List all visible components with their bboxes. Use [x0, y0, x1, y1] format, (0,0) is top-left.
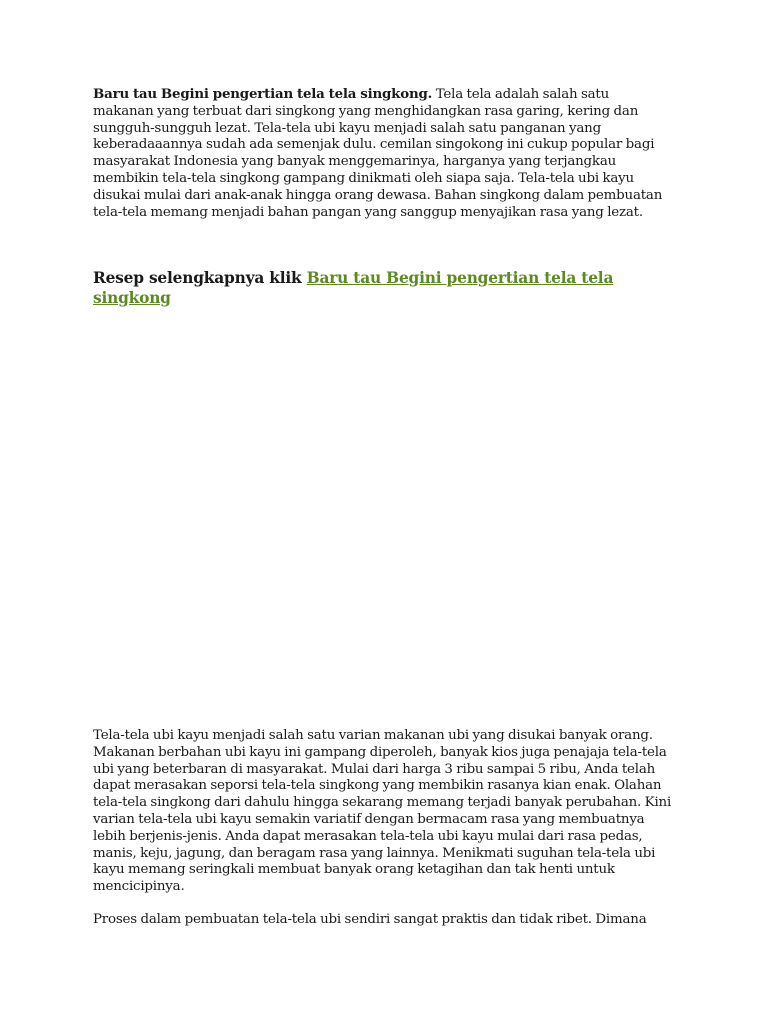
intro-paragraph: [93, 86, 673, 221]
recipe-link[interactable]: Baru tau Begini pengertian tela tela singkong: [93, 269, 614, 307]
recipe-link-line: [93, 269, 673, 308]
intro-body-text: Tela tela adalah salah satu makanan yang terbuat dari singkong yang menghidangkan rasa garing, kering dan sungguh-sungguh lezat. Tela-tela ubi kayu menjadi salah satu panganan yang keberadaaannya sudah ada semenjak dulu. cemilan singokong ini cukup popular bagi masyarakat Indonesia yang banyak menggemarinya, harganya yang terjangkau membikin tela-tela singkong gampang dinikmati oleh siapa saja. Tela-tela ubi kayu disukai mulai dari anak-anak hingga orang dewasa. Bahan singkong dalam pembuatan tela-tela memang menjadi bahan pangan yang sanggup menyajikan rasa yang lezat.: [93, 87, 663, 220]
body-paragraph-2: Tela-tela ubi kayu menjadi salah satu varian makanan ubi yang disukai banyak orang. Makanan berbahan ubi kayu ini gampang diperoleh, banyak kios juga penajaja tela-tela ubi yang beterbaran di masyarakat. Mulai dari harga 3 ribu sampai 5 ribu, Anda telah dapat merasakan seporsi tela-tela singkong yang membikin rasanya kian enak. Olahan tela-tela singkong dari dahulu hingga sekarang memang terjadi banyak perubahan. Kini varian tela-tela ubi kayu semakin variatif dengan bermacam rasa yang membuatnya lebih berjenis-jenis. Anda dapat merasakan tela-tela ubi kayu mulai dari rasa pedas, manis, keju, jagung, dan beragam rasa yang lainnya. Menikmati suguhan tela-tela ubi kayu memang seringkali membuat banyak orang ketagihan dan tak henti untuk mencicipinya.: [93, 728, 672, 895]
blank-image-area: [93, 320, 673, 710]
recipe-link-prefix: Resep selengkapnya klik: [93, 269, 302, 287]
body-paragraph-3: Proses dalam pembuatan tela-tela ubi sendiri sangat praktis dan tidak ribet. Dimana: [93, 912, 647, 927]
intro-lead-bold: Baru tau Begini pengertian tela tela singkong.: [93, 86, 433, 102]
